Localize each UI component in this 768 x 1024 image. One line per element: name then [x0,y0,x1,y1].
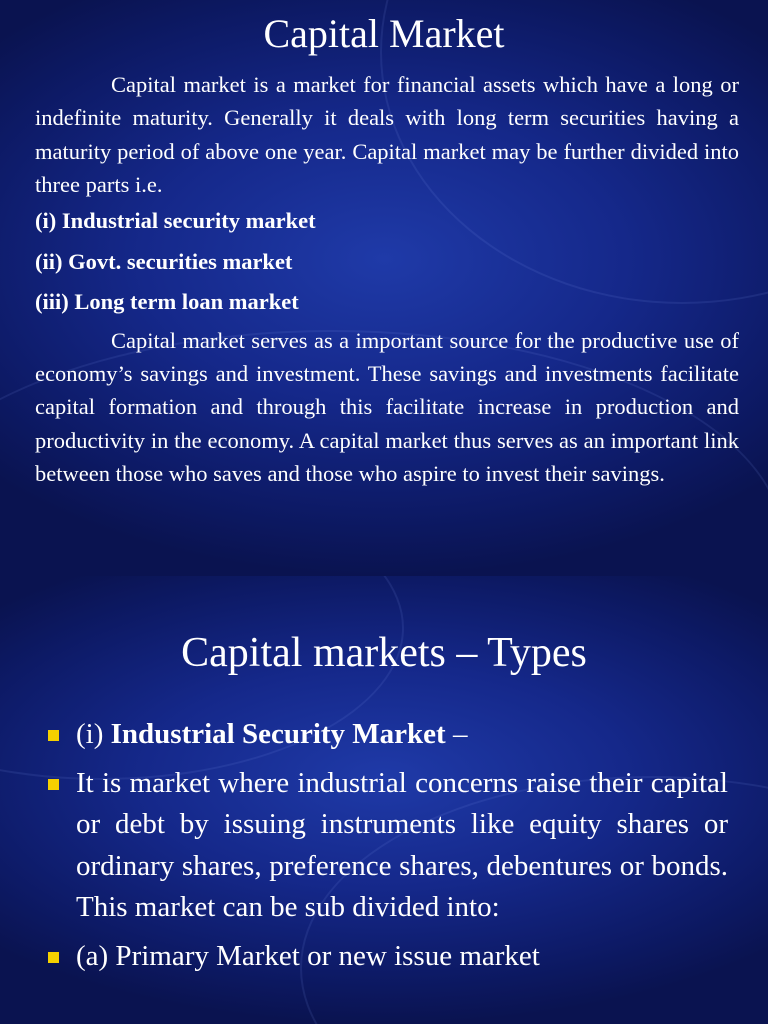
intro-paragraph: Capital market is a market for financial assets which have a long or indefinite maturity. Generally it deals with long term securities having a maturity period of above one year. Capital market may be further divided into three parts i.e. [35,72,739,197]
square-bullet-icon [48,952,59,963]
list-item [48,936,728,978]
slide-capital-markets-types [0,576,768,1024]
item-heading: Industrial Security Market [110,718,446,750]
square-bullet-icon [48,730,59,741]
list-item: (ii) Govt. securities market [35,248,293,274]
slide-body [35,68,739,490]
second-paragraph: Capital market serves as a important source for the productive use of economy’s savings and investment. These savings and investments facilitate capital formation and through this facilitate increase in production and productivity in the economy. A capital market thus serves as an important link between those who saves and those who aspire to invest their savings. [35,327,739,486]
list-item: (iii) Long term loan market [35,289,299,315]
bullet-list [48,714,728,984]
item-suffix: – [445,718,468,750]
item-prefix: (i) [76,718,111,750]
item-text: It is market where industrial concerns raise their capital or debt by issuing instruments like equity shares or ordinary shares, preference shares, debentures or bonds. This market can be sub divided into: [76,766,728,923]
list-item [48,763,728,929]
item-text: (a) Primary Market or new issue market [76,939,540,972]
square-bullet-icon [48,779,59,790]
slide-title: Capital Market [263,11,505,56]
list-item [48,714,728,756]
list-item: (i) Industrial security market [35,208,316,234]
slide-title: Capital markets – Types [181,630,587,676]
